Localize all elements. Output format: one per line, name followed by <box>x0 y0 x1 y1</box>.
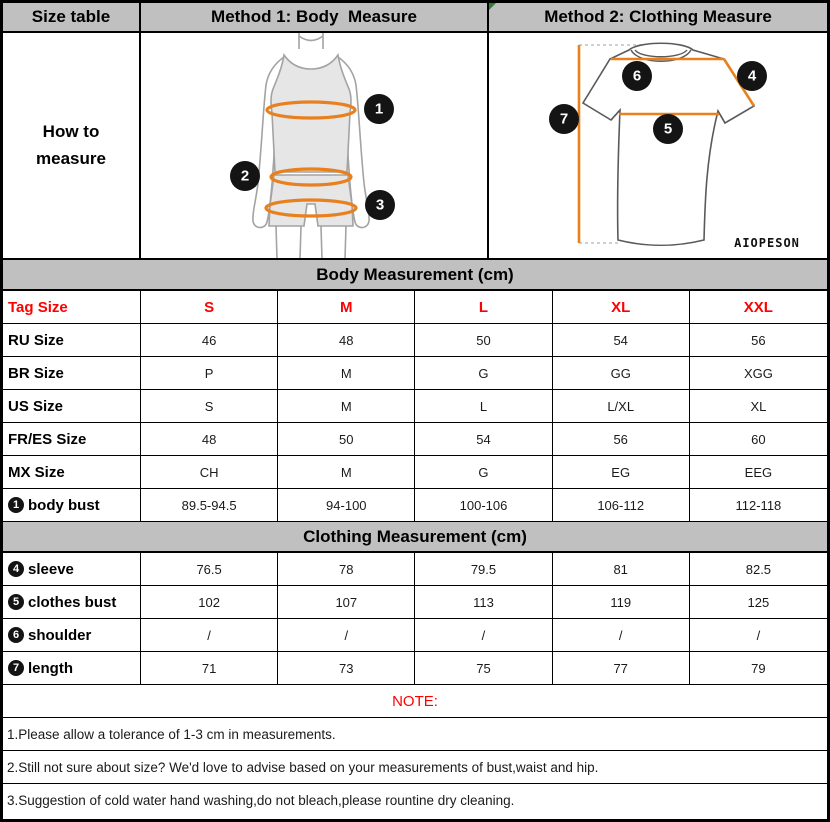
table-cell: 82.5 <box>745 561 772 577</box>
table-cell: 81 <box>553 553 690 585</box>
badge-3-number: 3 <box>375 196 385 213</box>
table-row <box>3 423 827 456</box>
table-cell: 50 <box>278 423 415 455</box>
table-cell: 56 <box>751 332 766 348</box>
row-label-text: RU Size <box>8 331 64 349</box>
table-cell: 79 <box>751 660 766 676</box>
method2-title <box>489 3 827 31</box>
table-cell: 50 <box>415 324 552 356</box>
clothing-measurement-table <box>3 553 827 685</box>
row-label-text: sleeve <box>28 560 74 578</box>
table-row <box>3 456 827 489</box>
note-item: 3.Suggestion of cold water hand washing,do not bleach,please rountine dry cleaning. <box>7 793 515 808</box>
table-cell: / <box>278 619 415 651</box>
table-row <box>3 390 827 423</box>
note-item: 1.Please allow a tolerance of 1-3 cm in measurements. <box>3 718 827 751</box>
measure-badge-icon: 1 <box>8 497 24 513</box>
table-cell: M <box>278 456 415 488</box>
table-cell: 71 <box>141 652 278 684</box>
table-row <box>3 324 827 357</box>
table-cell: 46 <box>141 324 278 356</box>
table-cell: 73 <box>278 652 415 684</box>
notes-list <box>3 718 827 817</box>
body-measure-illustration <box>141 33 487 258</box>
table-cell: 100-106 <box>415 489 552 521</box>
table-cell: 75 <box>415 652 552 684</box>
table-cell: CH <box>141 456 278 488</box>
table-cell: 76.5 <box>141 553 278 585</box>
row-label-text: BR Size <box>8 364 64 382</box>
body-measure-illustration-cell <box>141 33 489 258</box>
row-label-text: body bust <box>28 496 100 514</box>
table-cell: G <box>415 357 552 389</box>
table-cell: 102 <box>141 586 278 618</box>
row-label <box>3 619 141 651</box>
row-label <box>3 324 141 356</box>
table-row <box>3 619 827 652</box>
row-label <box>3 456 141 488</box>
measure-badge-icon: 6 <box>8 627 24 643</box>
table-cell: 119 <box>553 586 690 618</box>
table-cell: 54 <box>415 423 552 455</box>
table-cell: / <box>141 619 278 651</box>
table-cell: G <box>415 456 552 488</box>
table-row <box>3 652 827 685</box>
table-cell: GG <box>553 357 690 389</box>
table-cell: L <box>415 390 552 422</box>
tshirt-outline <box>583 43 754 245</box>
size-col-header: S <box>141 291 278 323</box>
badge-1-number: 1 <box>374 100 384 117</box>
table-cell: 113 <box>415 586 552 618</box>
body-measurement-band: Body Measurement (cm) <box>3 260 827 291</box>
table-cell: / <box>415 619 552 651</box>
table-cell: 78 <box>278 553 415 585</box>
row-label <box>3 489 141 521</box>
row-label-text: length <box>28 659 73 677</box>
badge-5-number: 5 <box>663 120 672 137</box>
row-label <box>3 390 141 422</box>
table-cell: 94-100 <box>278 489 415 521</box>
table-cell: 79.5 <box>415 553 552 585</box>
clothing-measure-illustration-cell <box>489 33 827 258</box>
method1-title: Method 1: Body Measure <box>141 3 489 31</box>
figure-tank-top <box>271 55 351 172</box>
brand-text: AIOPESON <box>733 235 800 250</box>
row-label-text: Tag Size <box>8 298 68 316</box>
note-title: NOTE: <box>3 685 827 718</box>
how-to-measure-label: How to measure <box>36 122 106 168</box>
table-cell: L/XL <box>553 390 690 422</box>
table-cell: 56 <box>553 423 690 455</box>
badge-2-number: 2 <box>240 167 250 184</box>
illustration-row <box>3 33 827 260</box>
row-label <box>3 291 141 323</box>
table-cell: 107 <box>278 586 415 618</box>
table-row <box>3 357 827 390</box>
table-cell: M <box>278 357 415 389</box>
table-cell: / <box>756 627 761 643</box>
table-row <box>3 489 827 522</box>
row-label <box>3 652 141 684</box>
table-cell: 125 <box>747 594 770 610</box>
table-cell: XGG <box>743 365 773 381</box>
row-label-text: MX Size <box>8 463 65 481</box>
method2-title-text: Method 2: Clothing Measure <box>544 7 772 26</box>
size-col-header: M <box>278 291 415 323</box>
row-label-text: FR/ES Size <box>8 430 87 448</box>
row-label <box>3 357 141 389</box>
table-cell: 54 <box>553 324 690 356</box>
note-item: 2.Still not sure about size? We'd love to advise based on your measurements of bust,waist and hip. <box>3 751 827 784</box>
badge-6-number: 6 <box>632 67 641 84</box>
table-cell: EG <box>553 456 690 488</box>
measure-badge-icon: 4 <box>8 561 24 577</box>
row-label-text: shoulder <box>28 626 92 644</box>
how-to-measure-cell <box>3 33 141 258</box>
table-row <box>3 586 827 619</box>
table-cell: 77 <box>553 652 690 684</box>
row-label-text: US Size <box>8 397 64 415</box>
table-cell: / <box>553 619 690 651</box>
table-cell: P <box>141 357 278 389</box>
size-col-header: XXL <box>743 298 773 316</box>
table-cell: S <box>141 390 278 422</box>
clothing-measurement-band: Clothing Measurement (cm) <box>3 522 827 553</box>
badge-7-number: 7 <box>559 110 568 127</box>
green-corner-marker-icon <box>489 3 496 10</box>
table-cell: 89.5-94.5 <box>141 489 278 521</box>
size-col-header: L <box>415 291 552 323</box>
row-label <box>3 586 141 618</box>
table-cell: M <box>278 390 415 422</box>
table-row <box>3 553 827 586</box>
row-label <box>3 553 141 585</box>
size-col-header: XL <box>553 291 690 323</box>
figure-neck <box>299 33 323 49</box>
table-cell: XL <box>750 398 767 414</box>
clothing-measure-illustration <box>491 33 826 258</box>
top-header-row <box>3 3 827 33</box>
table-cell: 106-112 <box>553 489 690 521</box>
body-measurement-table <box>3 291 827 522</box>
measure-badge-icon: 5 <box>8 594 24 610</box>
badge-4-number: 4 <box>747 67 756 84</box>
table-row <box>3 291 827 324</box>
figure-legs <box>276 226 346 259</box>
row-label <box>3 423 141 455</box>
size-table-title: Size table <box>3 3 141 31</box>
table-cell: 48 <box>141 423 278 455</box>
table-cell: 48 <box>278 324 415 356</box>
table-cell: 112-118 <box>735 497 782 513</box>
row-label-text: clothes bust <box>28 593 117 611</box>
table-cell: 60 <box>751 431 766 447</box>
table-cell: EEG <box>744 464 773 480</box>
measure-badge-icon: 7 <box>8 660 24 676</box>
